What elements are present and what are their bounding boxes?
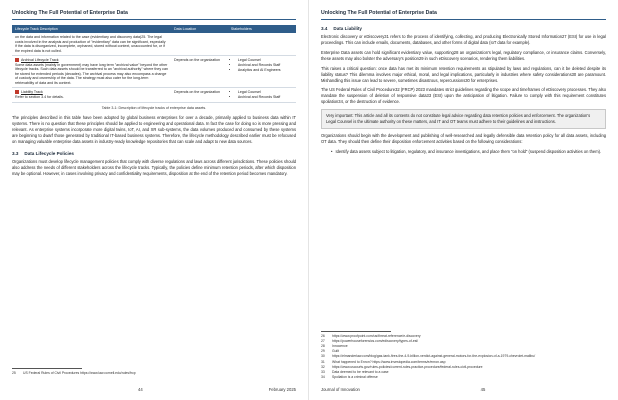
running-head: Unlocking The Full Potential of Enterprise Data (321, 10, 606, 20)
section-heading (12, 151, 296, 156)
stakeholder-item: • Archival and Records Staff (238, 63, 293, 67)
lifecycle-tracks-table (12, 25, 296, 103)
table-row (12, 88, 296, 103)
footnote-number: 28 (321, 344, 325, 349)
footnote-text: Innocence (332, 344, 348, 349)
footnote-number: 27 (321, 339, 325, 344)
footnote-number: 33 (321, 369, 325, 374)
body-paragraph: Organizations should begin with the development and publishing of well-researched and legally defensible data retention policy for all data assets, including OT data. They should then define their disposition enforcement activities based on the following considerations: (321, 133, 606, 144)
footnote-number: 29 (321, 349, 325, 354)
stakeholders (228, 33, 296, 55)
footnote-rule (321, 331, 391, 332)
footnote-text: https://www.uscourts.gov/rules-policies/current-rules-practice-procedure/federal-rules-civil-procedure (332, 364, 483, 369)
track-color-marker (15, 58, 19, 62)
footnote-text: https://powerhouseforensics.com/ediscovery/types-of-esi/ (332, 339, 419, 344)
footnote-text: https://www.proofpoint.com/us/threat-reference/e-discovery (332, 334, 421, 339)
footnote-number: 25 (12, 370, 16, 375)
footnote-number: 34 (321, 374, 325, 379)
bullet-icon: • (331, 148, 333, 154)
footnote-text: US Federal Rules of Civil Procedures https://www.law.cornell.edu/rules/frcp (23, 370, 136, 375)
running-head: Unlocking The Full Potential of Enterprise Data (12, 10, 296, 20)
table-row (12, 56, 296, 88)
footnote-text: Data deemed to be relevant to a case (332, 369, 389, 374)
footnotes (321, 331, 606, 380)
data-location (171, 33, 228, 55)
stakeholder-item: • Analytics and AI Engineers (238, 68, 293, 72)
body-paragraph: Electronic discovery or eDiscovery31 refers to the process of identifying, collecting, and producing Electronically Stored Information27 (ESI) for use in legal proceedings. This can include emails, documents, databases, and other forms of digital data (IoT data for example). (321, 34, 606, 45)
table-row (12, 33, 296, 55)
footer-date: February 2025 (268, 387, 296, 392)
column-header: Data Location (171, 25, 228, 33)
stakeholder-item: • Archival and Records Staff (238, 95, 293, 99)
list-item-text: Identify data assets subject to litigation, regulatory, and insurance investigations, and place them "on hold" (suspend disposition activities on them). (335, 148, 602, 154)
footnotes (12, 368, 296, 376)
footnote (321, 375, 606, 380)
page-footer (12, 387, 296, 392)
journal-name: Journal of Innovation (321, 387, 360, 392)
footnote-rule (12, 368, 82, 369)
footnote-text: https://elmanderlaw.com/blog/gas-tank-fires-the-4-9-billion-verdict-against-general-motors-for-the-explosion-of-a-1979-chevrolet-malibu/ (332, 354, 536, 359)
section-title: Data Lifecycle Policies (24, 150, 74, 156)
footnote-number: 30 (321, 354, 325, 359)
track-title: Liability Track (21, 90, 43, 95)
body-paragraph: Enterprise Data assets can hold significant evidentiary value, supporting28 an organization's legal, regulatory compliance, or insurance claims. Conversely, these assets may also bolster the adversary's position29 in such eDiscovery scenarios, rendering them liabilities. (321, 49, 606, 61)
page-number: 44 (138, 387, 143, 392)
section-heading (321, 26, 606, 31)
table-caption: Table 3-1: Description of lifecycle tracks of enterprise data assets. (101, 106, 207, 111)
data-location: Depends on the organization (171, 56, 228, 88)
body-paragraph: This raises a critical question: once data has met its minimum retention requirements as stipulated by laws and regulations, can it be deleted despite its liability status? This dilemma involves major ethical, moral, and legal implications, particularly in industries where safety considerations30 are paramount. Mishandling this issue can lead to severe, sometimes disastrous, repercussions30 for enterprises. (321, 65, 606, 83)
track-description: on the data and information related to the case (evidentiary and discovery data)25. The legal costs involved in the analysis and production of "evidentiary" data can be significant, especially if the data is disorganized, incomplete, orphaned, stored without context, unaccounted for, or if the expired data is not culled. (12, 33, 171, 55)
track-description: Some data assets (mainly in government) may have long term "archival value" beyond the other lifecycle tracks. Such data assets should be transferred to an "archival authority" where they can be stored for extended periods (decades). The archival process may also encompass a change of custody and ownership of the data. The strategy must also cater for the long-term retrievability of data and its context. (15, 62, 168, 85)
data-location: Depends on the organization (171, 88, 228, 103)
stakeholder-item: • Legal Counsel (238, 58, 293, 62)
section-number: 3.3 (12, 150, 19, 156)
footnote (12, 371, 296, 376)
footnote-number: 31 (321, 359, 325, 364)
page-number: 45 (480, 387, 486, 392)
body-paragraph: Organizations must develop lifecycle management policies that comply with diverse regulations and laws across different jurisdictions. These policies should also address the needs of different stakeholders across the lifecycle tracks. Typically, the policies define minimum retention periods, after which disposition may be optional. However, in cases involving privacy and confidentiality requirements, disposition at the end of the retention period becomes mandatory. (12, 158, 296, 176)
footnote-text: Spoliation is a criminal offense (332, 374, 378, 379)
track-description-cell (12, 56, 171, 88)
footnote-text: Guilt (332, 349, 339, 354)
track-description: Refer to section 3.4 for details. (15, 94, 64, 99)
track-title: Archival Lifecycle Track (21, 58, 59, 63)
stakeholder-item: • Legal Counsel (238, 90, 293, 94)
footnote-number: 32 (321, 364, 325, 369)
stakeholders (228, 56, 296, 88)
table-header-row (12, 25, 296, 33)
body-paragraph: The US Federal Rules of Civil Procedure32 (FRCP) 2023 mandates strict guidelines regarding the scope and timeframes of eDiscovery processes. They also mandate the suspension of deletion of responsive data33 (ESI) upon the anticipation of litigation. Failure to comply with this requirement constitutes spoliation34, or the destruction of evidence. (321, 87, 606, 105)
page-footer (321, 387, 606, 392)
legal-disclaimer-box: Very important: This article and all its contents do not constitute legal advice regarding data retention policies and enforcement. The organization's Legal Counsel is the ultimate authority on these matters, and IT and OT teams must adhere to their guidelines and instructions. (321, 109, 606, 129)
body-paragraph: The principles described in this table have been adopted by global business enterprises for over a decade, primarily applied to business data within IT systems. There is no question that these principles should be applied to engineering and operational data. In fact the case for doing so is more pressing and relevant. As enterprise systems incorporate more digital twins, IoT, AI, and XR sub-systems, the data volumes produced and consumed by these systems are beginning to dwarf those generated by traditional IT-based business systems. Therefore, the lifecycle methodology described earlier must be refocused on managing valuable enterprise data assets in industry-ready knowledge repositories that can scale and adapt to new data sources. (12, 115, 296, 144)
section-number: 3.4 (321, 26, 328, 31)
column-header: Stakeholders (228, 25, 296, 33)
column-header: Lifecycle Track Description (12, 25, 171, 33)
track-color-marker (15, 90, 19, 94)
footnote-text: What happened to Enron? https://www.investopedia.com/terms/e/enron.asp (332, 359, 446, 364)
track-description-cell (12, 88, 171, 103)
right-page (309, 0, 618, 400)
list-item (331, 149, 606, 155)
stakeholders (228, 88, 296, 103)
section-title: Data Liability (333, 26, 362, 31)
footnote-number: 26 (321, 334, 325, 339)
